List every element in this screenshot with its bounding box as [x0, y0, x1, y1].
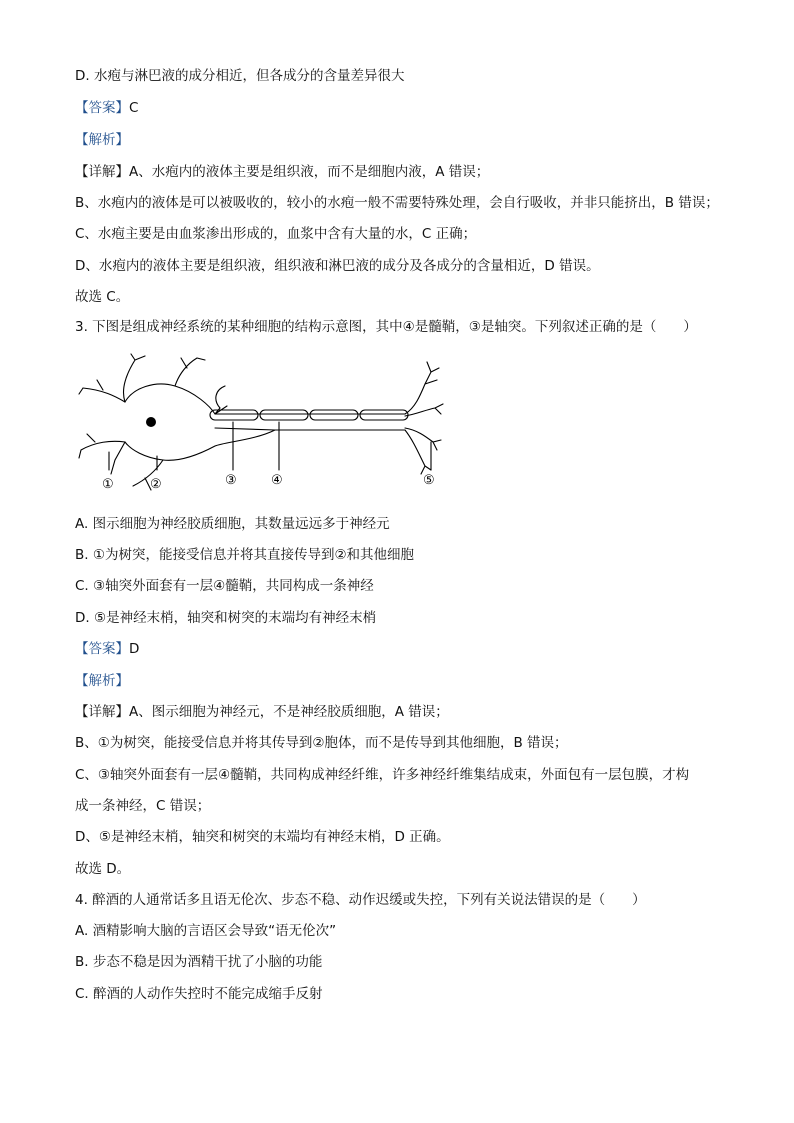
detail-text: A、水疱内的液体主要是组织液，而不是细胞内液，A 错误；: [129, 164, 490, 180]
figure-label-2: ②: [150, 477, 162, 492]
myelin-segment: [260, 410, 308, 420]
q2-detail-c: C、水疱主要是由血浆渗出形成的，血浆中含有大量的水，C 正确；: [75, 226, 477, 242]
answer-value: C: [129, 100, 139, 116]
answer-value: D: [129, 641, 140, 657]
q4-option-c: C. 醉酒的人动作失控时不能完成缩手反射: [75, 986, 323, 1002]
q3-detail-b: B、①为树突，能接受信息并将其传导到②胞体，而不是传导到其他细胞，B 错误；: [75, 735, 568, 751]
detail-tag: 【详解】: [75, 164, 129, 180]
q2-detail-b: B、水疱内的液体是可以被吸收的，较小的水疱一般不需要特殊处理，会自行吸收，并非只能挤出，B 错误；: [75, 195, 719, 211]
detail-tag: 【详解】: [75, 704, 129, 720]
dendrites: [79, 354, 205, 490]
q4-option-a: A. 酒精影响大脑的言语区会导致“语无伦次”: [75, 923, 337, 939]
q2-detail-a: [75, 162, 489, 182]
q4-option-b: B. 步态不稳是因为酒精干扰了小脑的功能: [75, 954, 323, 970]
neuron-diagram: [75, 350, 445, 500]
q3-option-d: D. ⑤是神经末梢，轴突和树突的末端均有神经末梢: [75, 610, 377, 626]
q3-analysis-tag: 【解析】: [75, 673, 129, 689]
q3-detail-c2: 成一条神经，C 错误；: [75, 798, 211, 814]
leader-lines: [109, 422, 431, 470]
nucleus: [146, 417, 156, 427]
myelin-segment: [360, 410, 408, 420]
figure-label-1: ①: [102, 477, 114, 492]
q3-detail-a: [75, 702, 449, 722]
q3-stem: 3. 下图是组成神经系统的某种细胞的结构示意图，其中④是髓鞘，③是轴突。下列叙述正确的是（ ）: [75, 319, 697, 335]
figure-label-4: ④: [271, 473, 283, 488]
answer-tag: 【答案】: [75, 100, 129, 116]
answer-tag: 【答案】: [75, 641, 129, 657]
myelin-segment: [310, 410, 358, 420]
axon-lines: [275, 414, 405, 430]
q4-stem: 4. 醉酒的人通常话多且语无伦次、步态不稳、动作迟缓或失控，下列有关说法错误的是（ ）: [75, 892, 646, 908]
q2-conclusion: 故选 C。: [75, 289, 130, 305]
detail-text: A、图示细胞为神经元，不是神经胶质细胞，A 错误；: [129, 704, 449, 720]
q2-analysis-tag: 【解析】: [75, 132, 129, 148]
q2-detail-d: D、水疱内的液体主要是组织液，组织液和淋巴液的成分及各成分的含量相近，D 错误。: [75, 258, 600, 274]
q3-option-a: A. 图示细胞为神经胶质细胞，其数量远远多于神经元: [75, 516, 390, 532]
q2-option-d: D. 水疱与淋巴液的成分相近，但各成分的含量差异很大: [75, 68, 405, 84]
q3-conclusion: 故选 D。: [75, 861, 131, 877]
q3-detail-c1: C、③轴突外面套有一层④髓鞘，共同构成神经纤维，许多神经纤维集结成束，外面包有一层包膜，才构: [75, 767, 690, 783]
figure-label-5: ⑤: [423, 473, 435, 488]
q3-option-b: B. ①为树突，能接受信息并将其直接传导到②和其他细胞: [75, 547, 415, 563]
q3-detail-d: D、⑤是神经末梢，轴突和树突的末端均有神经末梢，D 正确。: [75, 829, 450, 845]
q2-answer: [75, 98, 138, 118]
axon-terminals: [405, 362, 443, 474]
q3-option-c: C. ③轴突外面套有一层④髓鞘，共同构成一条神经: [75, 578, 374, 594]
q3-answer: [75, 639, 139, 659]
figure-label-3: ③: [225, 473, 237, 488]
